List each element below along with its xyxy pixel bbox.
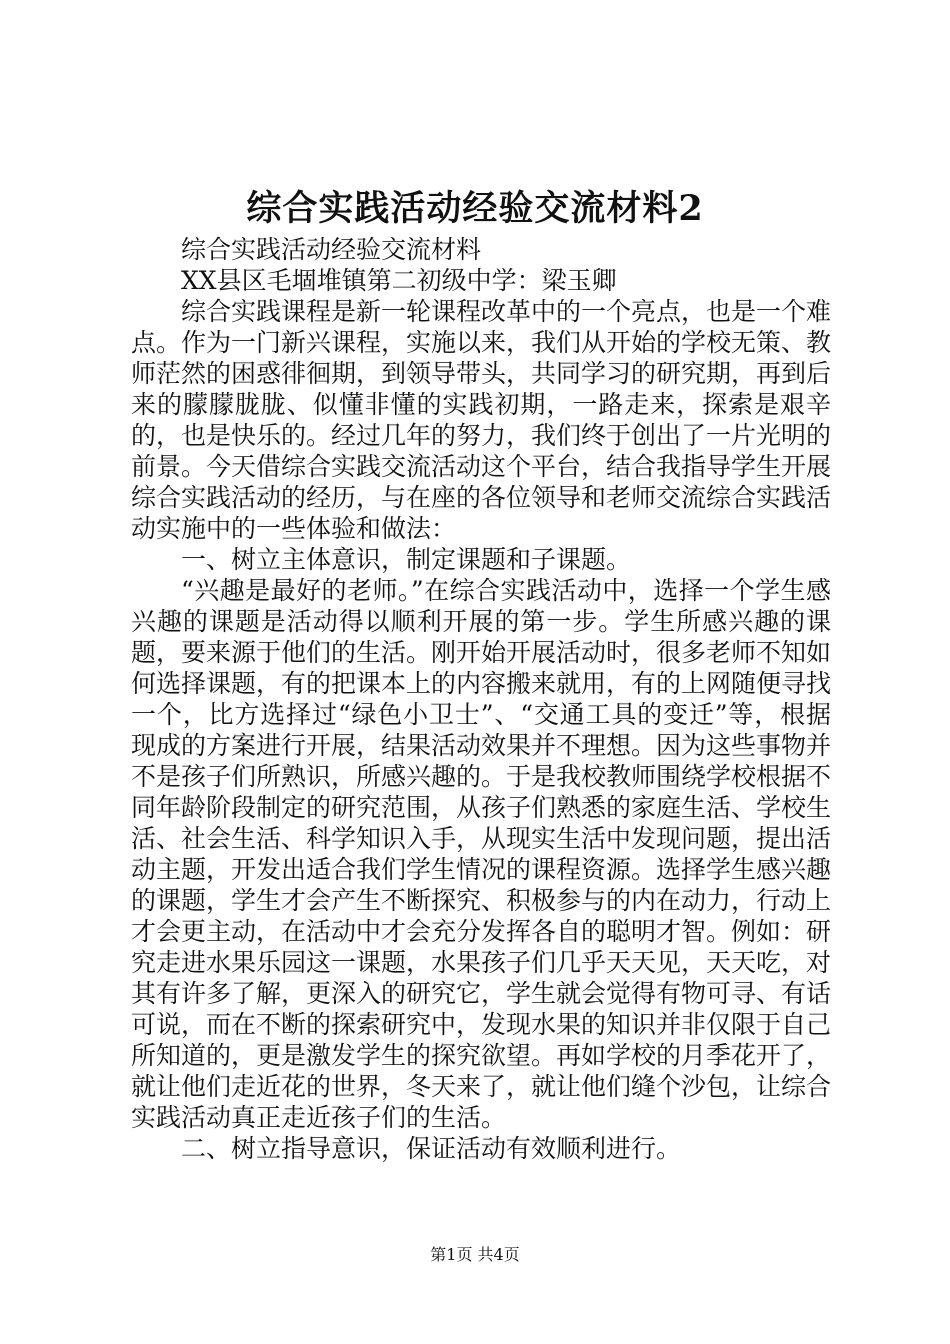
- author-paragraph: XX县区毛堌堆镇第二初级中学：梁玉卿: [181, 266, 617, 295]
- subtitle-paragraph: 综合实践活动经验交流材料: [181, 235, 482, 264]
- section-heading-2: 二、树立指导意识，保证活动有效顺利进行。: [181, 1134, 682, 1163]
- intro-paragraph: 综合实践课程是新一轮课程改革中的一个亮点，也是一个难点。作为一门新兴课程，实施以来，我们从开始的学校无策、教师茫然的困惑徘徊期，到领导带头，共同学习的研究期，再到后来的朦朦胧胧、似懂非懂的实践初期，一路走来，探索是艰辛的，也是快乐的。经过几年的努力，我们终于创出了一片光明的前景。今天借综合实践交流活动这个平台，结合我指导学生开展综合实践活动的经历，与在座的各位领导和老师交流综合实践活动实施中的一些体验和做法：: [131, 297, 832, 543]
- section-1-paragraph: “兴趣是最好的老师。”在综合实践活动中，选择一个学生感兴趣的课题是活动得以顺利开展的第一步。学生所感兴趣的课题，要来源于他们的生活。刚开始开展活动时，很多老师不知如何选择课题，有的把课本上的内容搬来就用，有的上网随便寻找一个，比方选择过“绿色小卫士”、“交通工具的变迁”等，根据现成的方案进行开展，结果活动效果并不理想。因为这些事物并不是孩子们所熟识，所感兴趣的。于是我校教师围绕学校根据不同年龄阶段制定的研究范围，从孩子们熟悉的家庭生活、学校生活、社会生活、科学知识入手，从现实生活中发现问题，提出活动主题，开发出适合我们学生情况的课程资源。选择学生感兴趣的课题，学生才会产生不断探究、积极参与的内在动力，行动上才会更主动，在活动中才会充分发挥各自的聪明才智。例如：研究走进水果乐园这一课题，水果孩子们几乎天天见，天天吃，对其有许多了解，更深入的研究它，学生就会觉得有物可寻、有话可说，而在不断的探索研究中，发现水果的知识并非仅限于自己所知道的，更是激发学生的探究欲望。再如学校的月季花开了，就让他们走近花的世界，冬天来了，就让他们缝个沙包，让综合实践活动真正走近孩子们的生活。: [131, 576, 832, 1132]
- document-body: [131, 234, 831, 1164]
- section-heading-1: 一、树立主体意识，制定课题和子课题。: [181, 545, 632, 574]
- page-indicator: 第1页 共4页: [430, 1245, 520, 1264]
- document-title: 综合实践活动经验交流材料2: [246, 188, 704, 229]
